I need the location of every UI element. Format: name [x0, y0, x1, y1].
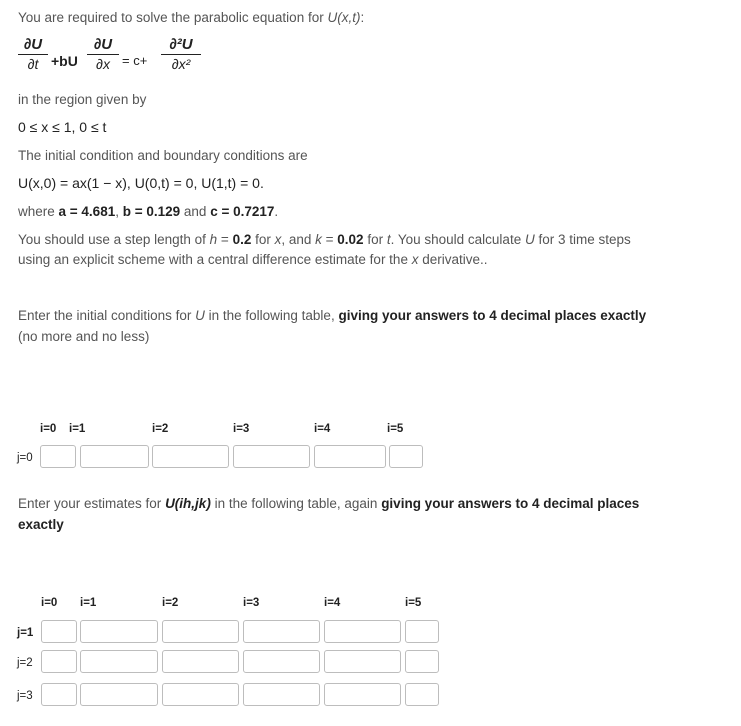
t2-input-j2-i5[interactable] [405, 650, 439, 673]
param-b: b = 0.129 [122, 204, 181, 219]
initial-prompt-line1 [18, 308, 646, 323]
instr-p4: , and [281, 232, 316, 247]
est-bold1: giving your answers to 4 decimal places [381, 496, 640, 511]
t1-header-i1: i=1 [69, 423, 86, 435]
t2-input-j3-i1[interactable] [80, 683, 158, 706]
init-p1: Enter the initial conditions for [18, 308, 196, 323]
est-p1: Enter your estimates for [18, 496, 166, 511]
instr-h: h [209, 232, 218, 247]
t2-input-j1-i5[interactable] [405, 620, 439, 643]
t2-input-j2-i3[interactable] [243, 650, 320, 673]
initial-prompt-line2: (no more and no less) [18, 329, 150, 344]
frac2-den: ∂x [96, 56, 110, 72]
t2-input-j2-i4[interactable] [324, 650, 401, 673]
t2-input-j1-i0[interactable] [41, 620, 77, 643]
instr-h-val: 0.2 [232, 232, 252, 247]
t2-input-j2-i2[interactable] [162, 650, 239, 673]
t2-input-j1-i1[interactable] [80, 620, 158, 643]
estimate-prompt-line1 [18, 496, 639, 511]
instr-p7: . You should calculate [390, 232, 525, 247]
conditions-text: The initial condition and boundary conditions are [18, 148, 308, 163]
plus-bu: +bU [51, 53, 78, 69]
instr-k-val: 0.02 [337, 232, 364, 247]
instructions-line2 [18, 252, 487, 267]
t1-input-j0-i5[interactable] [389, 445, 423, 468]
t2-input-j3-i0[interactable] [41, 683, 77, 706]
t1-input-j0-i1[interactable] [80, 445, 149, 468]
t2-input-j2-i0[interactable] [41, 650, 77, 673]
intro-prefix: You are required to solve the parabolic equation for [18, 10, 328, 25]
params-line [18, 204, 278, 219]
t2-input-j3-i2[interactable] [162, 683, 239, 706]
frac-du-dx [87, 36, 119, 72]
region-text: in the region given by [18, 92, 147, 107]
t1-input-j0-i4[interactable] [314, 445, 386, 468]
intro-text [18, 10, 364, 25]
t1-header-i4: i=4 [314, 423, 331, 435]
t1-input-j0-i3[interactable] [233, 445, 310, 468]
estimate-prompt-line2: exactly [18, 517, 64, 532]
t1-input-j0-i2[interactable] [152, 445, 229, 468]
params-and: and [180, 204, 211, 219]
frac2-num: ∂U [93, 36, 113, 53]
t1-row-label-j0: j=0 [17, 452, 33, 464]
t1-header-i3: i=3 [233, 423, 250, 435]
instr-p6: for [363, 232, 387, 247]
frac3-den: ∂x² [171, 56, 191, 72]
params-end: . [274, 204, 279, 219]
t2-input-j1-i4[interactable] [324, 620, 401, 643]
t2-header-i3: i=3 [243, 597, 260, 609]
instr-p3: for [251, 232, 275, 247]
conditions-math: U(x,0) = ax(1 − x), U(0,t) = 0, U(1,t) = 0. [18, 175, 264, 191]
t1-header-i0: i=0 [40, 423, 57, 435]
instr-line2b: derivative.. [418, 252, 488, 267]
region-math: 0 ≤ x ≤ 1, 0 ≤ t [18, 119, 107, 135]
t2-input-j1-i2[interactable] [162, 620, 239, 643]
t2-input-j3-i3[interactable] [243, 683, 320, 706]
instr-p1: You should use a step length of [18, 232, 210, 247]
instr-p8: for 3 time steps [534, 232, 631, 247]
frac1-den: ∂t [27, 56, 39, 72]
t2-header-i0: i=0 [41, 597, 58, 609]
instr-p2: = [217, 232, 233, 247]
t2-input-j3-i5[interactable] [405, 683, 439, 706]
instr-x2: x [411, 252, 419, 267]
t1-header-i5: i=5 [387, 423, 404, 435]
instr-t1: t [386, 232, 391, 247]
intro-suffix: : [360, 10, 365, 25]
t2-header-i4: i=4 [324, 597, 341, 609]
t2-header-i5: i=5 [405, 597, 422, 609]
t2-input-j1-i3[interactable] [243, 620, 320, 643]
instr-x1: x [274, 232, 282, 247]
eq-c: = c+ [122, 53, 148, 68]
instr-p5: = [321, 232, 338, 247]
param-c: c = 0.7217 [210, 204, 275, 219]
t2-header-i1: i=1 [80, 597, 97, 609]
t1-input-j0-i0[interactable] [40, 445, 76, 468]
t2-input-j3-i4[interactable] [324, 683, 401, 706]
intro-func: U(x,t) [327, 10, 361, 25]
frac-d2u-dx2 [161, 36, 201, 72]
t2-row-label-j2: j=2 [17, 657, 33, 669]
est-func: U(ih,jk) [165, 496, 211, 511]
frac-du-dt [18, 36, 48, 72]
frac3-num: ∂²U [169, 36, 193, 53]
t2-row-label-j3: j=3 [17, 690, 33, 702]
params-where: where [18, 204, 59, 219]
t2-header-i2: i=2 [162, 597, 179, 609]
t1-header-i2: i=2 [152, 423, 169, 435]
param-a: a = 4.681 [58, 204, 116, 219]
init-u: U [195, 308, 205, 323]
instructions-line1 [18, 232, 631, 247]
t2-input-j2-i1[interactable] [80, 650, 158, 673]
instr-k: k [315, 232, 322, 247]
init-bold: giving your answers to 4 decimal places exactly [338, 308, 647, 323]
t2-row-label-j1: j=1 [17, 627, 34, 639]
est-p2: in the following table, again [210, 496, 382, 511]
init-p2: in the following table, [204, 308, 339, 323]
instr-line2a: using an explicit scheme with a central difference estimate for the [18, 252, 412, 267]
params-sep: , [115, 204, 123, 219]
instr-u1: U [524, 232, 535, 247]
frac1-num: ∂U [23, 36, 43, 53]
